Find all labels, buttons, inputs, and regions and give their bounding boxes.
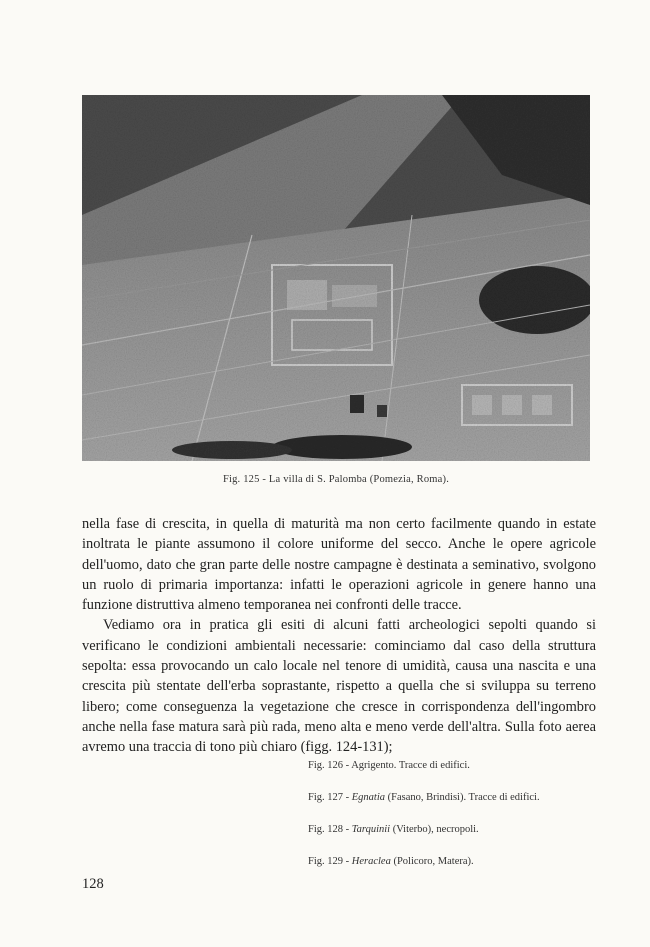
figure-caption: Fig. 125 - La villa di S. Palomba (Pomezia, Roma). bbox=[222, 474, 450, 485]
figure-description: (Fasano, Brindisi). Tracce di edifici. bbox=[385, 792, 540, 803]
figure-site-name: Heraclea bbox=[351, 856, 391, 867]
figure-number: Fig. 127 - bbox=[308, 792, 352, 803]
figure-list-item bbox=[308, 791, 540, 815]
paragraph: Vediamo ora in pratica gli esiti di alcuni fatti archeologici sepolti quando si verificano le condizioni ambientali necessarie: cominciamo dal caso della struttura sepolta: essa provocando un calo locale nel tenore di umidità, causa una nascita e una crescita più stentate dell'erba soprastante, rispetto a quella che si sviluppa su terreno libero; come conseguenza la vegetazione che cresce in corrispondenza dell'ingombro anche nella fase matura sarà più rada, meno alta e meno verde dell'altra. Sulla foto aerea avremo una traccia di tono più chiaro (figg. 124-131); bbox=[82, 617, 596, 756]
figure-description: (Viterbo), necropoli. bbox=[390, 824, 479, 835]
page-number: 128 bbox=[82, 876, 104, 892]
paragraph: nella fase di crescita, in quella di maturità ma non certo facilmente quando in estate inoltrata le piante assumono il colore uniforme del secco. Anche le opere agricole dell'uomo, dato che gran parte delle nostre campagne è destinata a seminativo, svolgono un ruolo di primaria importanza: infatti le operazioni agricole in genere hanno una funzione distruttiva almeno temporanea nei confronti delle tracce. bbox=[82, 516, 596, 614]
figure-list-item bbox=[308, 759, 540, 783]
figure-list-item bbox=[308, 855, 540, 879]
figure-description: Agrigento. Tracce di edifici. bbox=[351, 760, 470, 771]
aerial-photo-villa bbox=[82, 95, 590, 461]
figure-description: (Policoro, Matera). bbox=[390, 856, 474, 867]
figure-site-name: Tarquinii bbox=[351, 824, 391, 835]
figure-number: Fig. 129 - bbox=[308, 856, 352, 867]
body-text bbox=[82, 514, 596, 758]
figure-number: Fig. 126 - bbox=[308, 760, 352, 771]
figure-site-name: Egnatia bbox=[351, 792, 386, 803]
figure-list-item bbox=[308, 823, 540, 847]
figure-number: Fig. 128 - bbox=[308, 824, 352, 835]
figure-list bbox=[308, 759, 540, 887]
